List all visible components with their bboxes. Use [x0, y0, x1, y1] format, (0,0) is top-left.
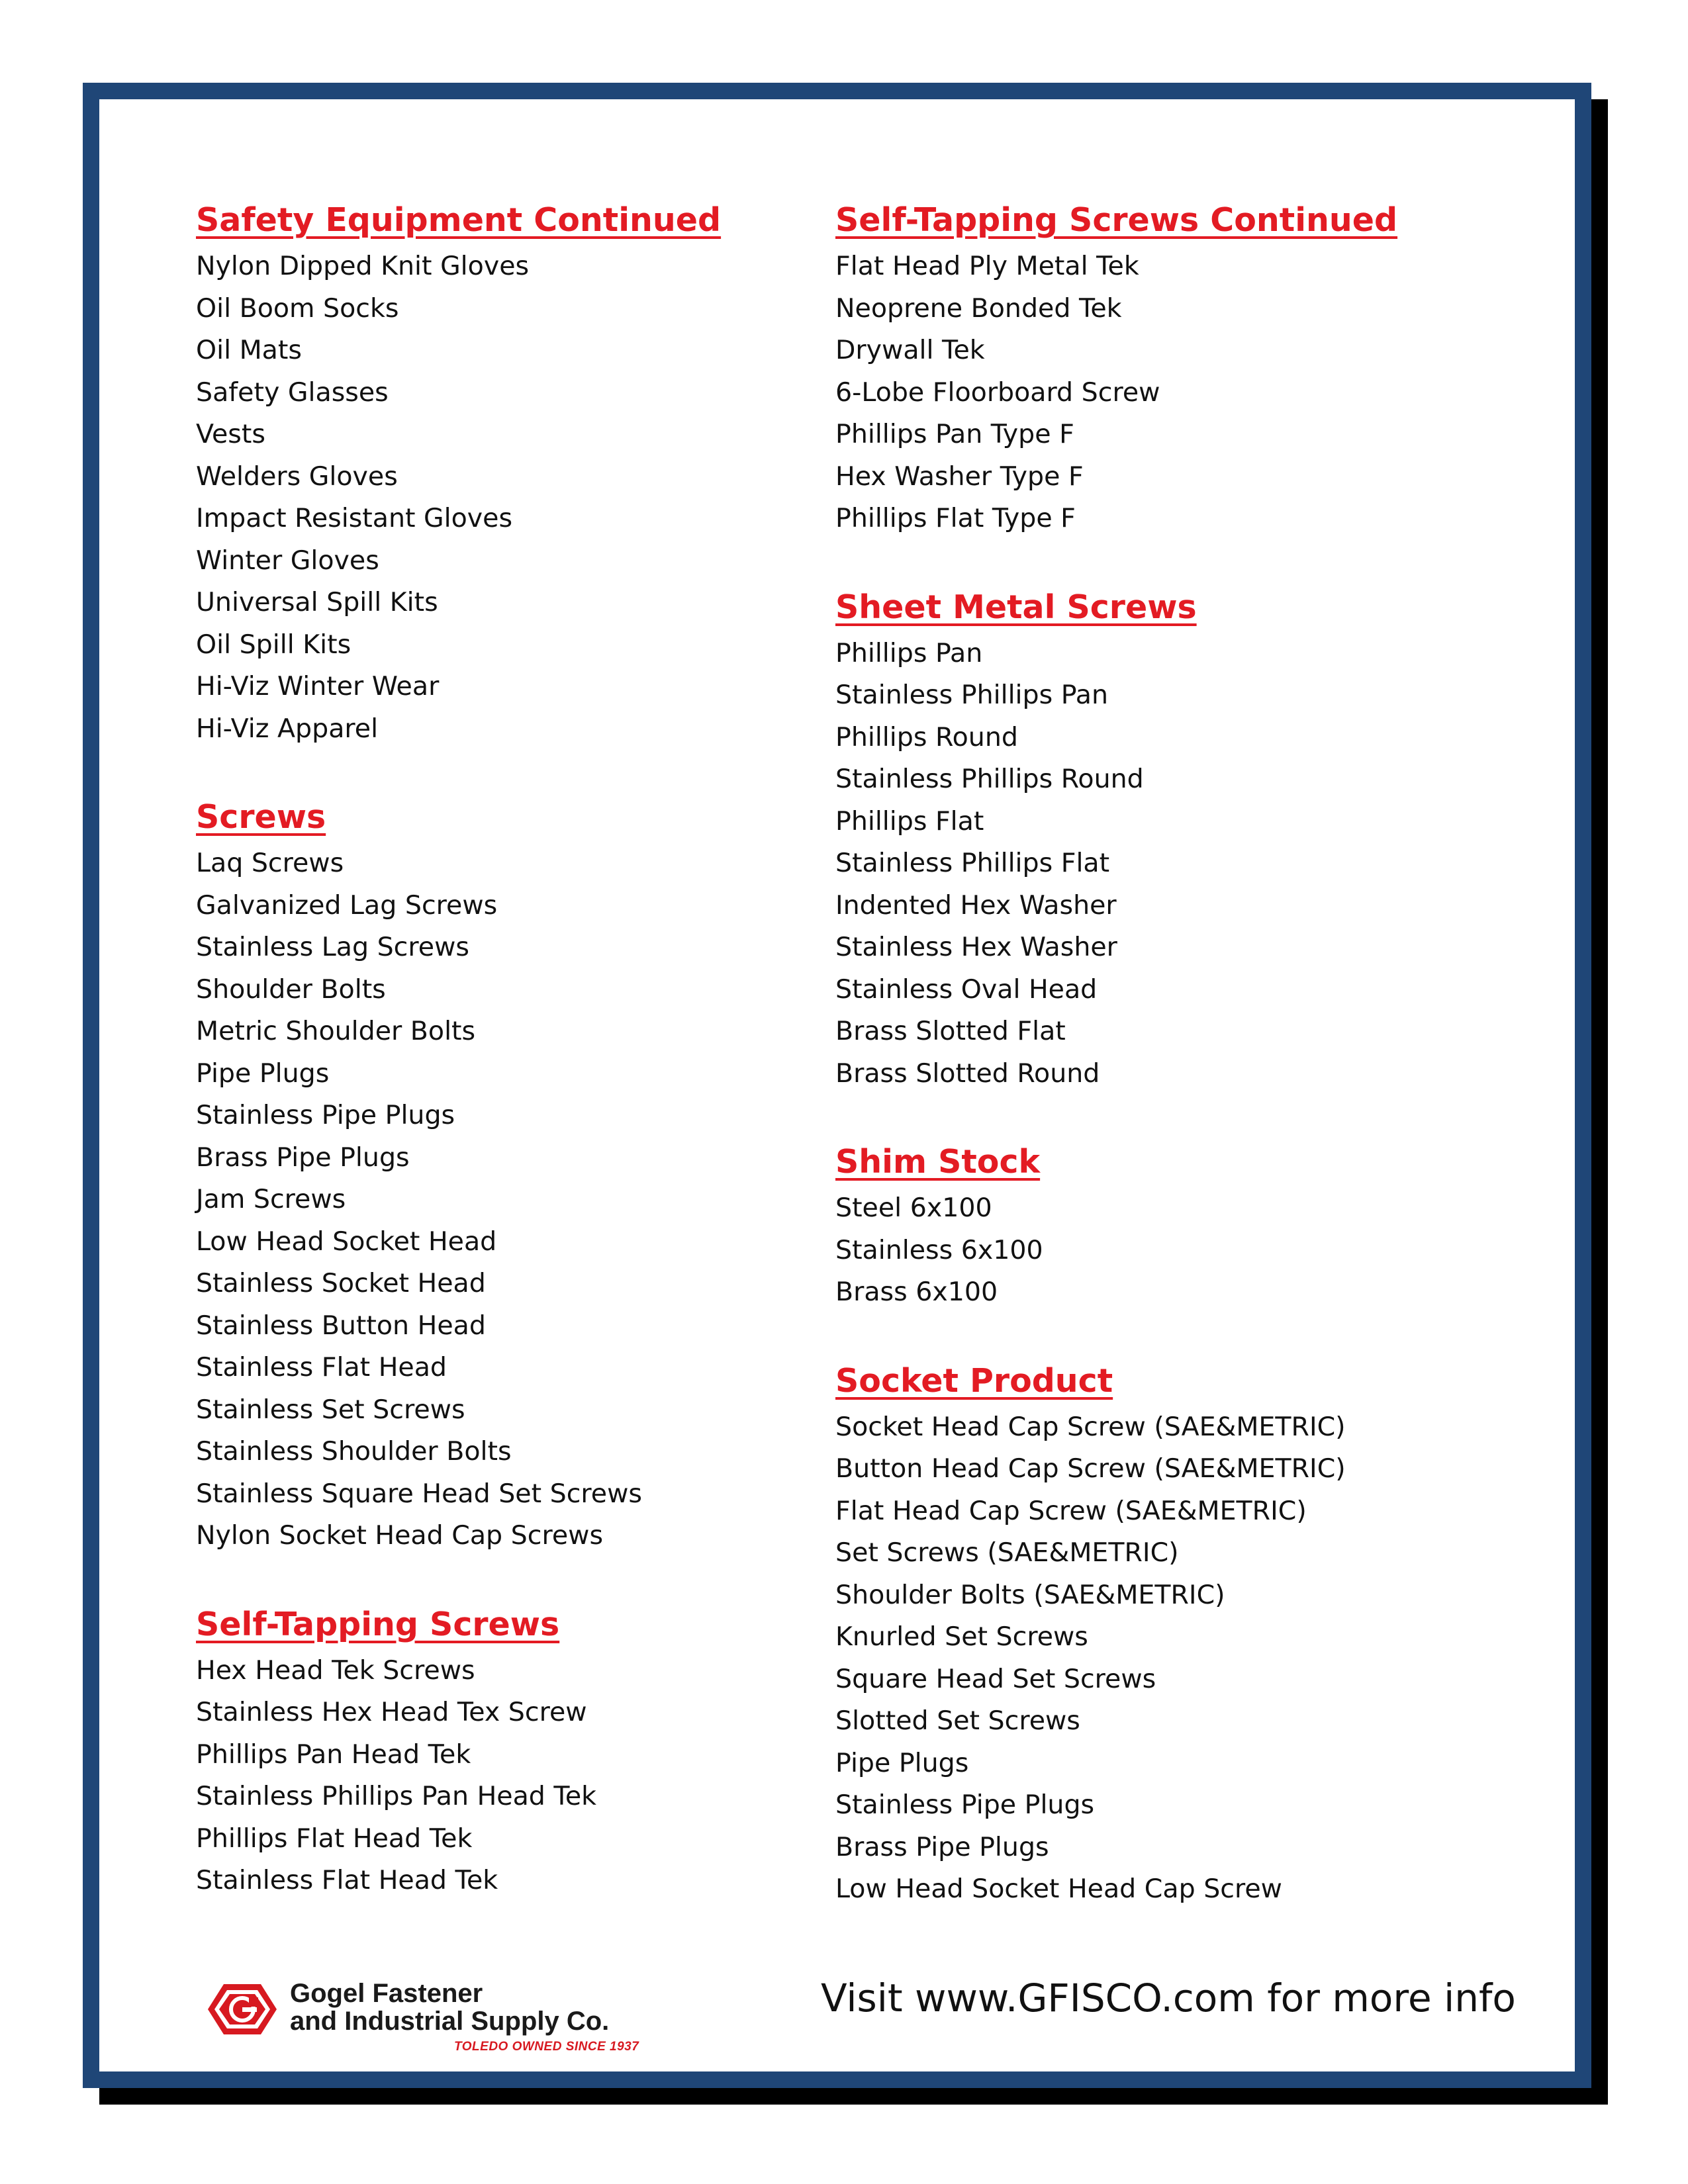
list-item: Drywall Tek [835, 335, 985, 365]
list-item: Flat Head Cap Screw (SAE&METRIC) [835, 1495, 1307, 1526]
item-list [835, 246, 1397, 540]
list-item: Phillips Pan Type F [835, 419, 1074, 449]
list-item: Vests [196, 419, 265, 449]
list-item: Button Head Cap Screw (SAE&METRIC) [835, 1453, 1346, 1484]
section-title: Safety Equipment Continued [196, 201, 722, 239]
list-item: Hi-Viz Apparel [196, 713, 379, 744]
list-item: Oil Boom Socks [196, 293, 399, 324]
list-item: Low Head Socket Head [196, 1226, 497, 1257]
section-title: Shim Stock [835, 1143, 1041, 1181]
list-item: Stainless Shoulder Bolts [196, 1436, 512, 1467]
list-item: Stainless Flat Head Tek [196, 1865, 498, 1895]
list-item: Flat Head Ply Metal Tek [835, 251, 1139, 281]
logo-name-line1: Gogel Fastener [290, 1979, 483, 2008]
item-list [196, 246, 721, 750]
list-item: Shoulder Bolts [196, 974, 386, 1005]
section-shim-stock [835, 1137, 1397, 1314]
company-logo [205, 1979, 682, 2052]
list-item: Oil Spill Kits [196, 629, 352, 660]
list-item: Brass Pipe Plugs [196, 1142, 410, 1173]
list-item: Metric Shoulder Bolts [196, 1016, 476, 1046]
list-item: Stainless Socket Head [196, 1268, 486, 1298]
list-item: Impact Resistant Gloves [196, 503, 513, 533]
list-item: Stainless Phillips Pan [835, 680, 1109, 710]
list-item: Galvanized Lag Screws [196, 889, 498, 921]
list-item: Stainless Phillips Pan Head Tek [196, 1781, 596, 1811]
item-list [835, 1187, 1397, 1314]
list-item: Phillips Flat Type F [835, 503, 1076, 533]
list-item: Stainless Phillips Round [835, 764, 1144, 794]
item-list [196, 1650, 721, 1902]
item-list [835, 633, 1397, 1095]
list-item: Stainless 6x100 [835, 1234, 1043, 1265]
list-item: Slotted Set Screws [835, 1706, 1080, 1736]
list-item: Low Head Socket Head Cap Screw [835, 1874, 1282, 1904]
list-item: Laq Screws [196, 848, 344, 878]
list-item: Stainless Flat Head [196, 1352, 447, 1383]
list-item: Brass Slotted Flat [835, 1016, 1066, 1046]
section-title: Sheet Metal Screws [835, 588, 1197, 626]
list-item: Shoulder Bolts (SAE&METRIC) [835, 1579, 1225, 1610]
section-title: Self-Tapping Screws Continued [835, 201, 1398, 239]
section-title: Screws [196, 798, 326, 836]
section-self-tapping-screws-continued [835, 195, 1397, 540]
section-sheet-metal-screws [835, 582, 1397, 1095]
logo-name-line2: and Industrial Supply Co. [290, 2007, 610, 2036]
list-item: Hi-Viz Winter Wear [196, 671, 440, 702]
list-item: Safety Glasses [196, 377, 389, 408]
list-item: Winter Gloves [196, 545, 379, 576]
list-item: Universal Spill Kits [196, 587, 438, 617]
hex-g-icon [205, 1981, 279, 2037]
list-item: Stainless Phillips Flat [835, 848, 1110, 878]
section-title: Socket Product [835, 1361, 1113, 1400]
list-item: Hex Head Tek Screws [196, 1655, 475, 1686]
list-item: Pipe Plugs [835, 1747, 969, 1778]
list-item: Neoprene Bonded Tek [835, 293, 1122, 324]
section-title: Self-Tapping Screws [196, 1605, 560, 1643]
website-cta: Visit www.GFISCO.com for more info [821, 1976, 1516, 2021]
list-item: Stainless Hex Head Tex Screw [196, 1697, 587, 1727]
list-item: Stainless Hex Washer [835, 932, 1117, 962]
list-item: Phillips Pan Head Tek [196, 1739, 471, 1770]
list-item: Hex Washer Type F [835, 461, 1084, 492]
list-item: Stainless Button Head [196, 1310, 486, 1341]
list-item: Nylon Dipped Knit Gloves [196, 251, 530, 281]
list-item: Pipe Plugs [196, 1058, 330, 1089]
right-column [835, 195, 1397, 1953]
list-item: Phillips Round [835, 721, 1018, 752]
list-item: Stainless Set Screws [196, 1394, 465, 1425]
list-item: Stainless Pipe Plugs [835, 1790, 1095, 1820]
item-list [196, 842, 721, 1557]
list-item: Stainless Oval Head [835, 974, 1098, 1005]
list-item: Phillips Pan [835, 637, 983, 668]
list-item: Brass Slotted Round [835, 1058, 1100, 1089]
list-item: 6-Lobe Floorboard Screw [835, 377, 1160, 408]
item-list [835, 1406, 1397, 1911]
section-self-tapping-screws [196, 1600, 721, 1902]
list-item: Indented Hex Washer [835, 889, 1117, 921]
list-item: Stainless Square Head Set Screws [196, 1478, 642, 1509]
logo-tagline: TOLEDO OWNED SINCE 1937 [454, 2040, 639, 2054]
section-socket-product [835, 1356, 1397, 1911]
section-screws [196, 792, 721, 1557]
list-item: Square Head Set Screws [835, 1663, 1156, 1694]
list-item: Socket Head Cap Screw (SAE&METRIC) [835, 1411, 1346, 1442]
list-item: Knurled Set Screws [835, 1621, 1088, 1652]
section-safety-equipment-continued [196, 195, 721, 750]
list-item: Brass 6x100 [835, 1277, 998, 1307]
list-item: Set Screws (SAE&METRIC) [835, 1537, 1179, 1568]
list-item: Phillips Flat [835, 805, 984, 837]
list-item: Stainless Pipe Plugs [196, 1100, 455, 1130]
list-item: Brass Pipe Plugs [835, 1831, 1049, 1862]
list-item: Welders Gloves [196, 461, 398, 492]
list-item: Stainless Lag Screws [196, 932, 469, 962]
list-item: Phillips Flat Head Tek [196, 1823, 473, 1854]
list-item: Steel 6x100 [835, 1193, 992, 1223]
list-item: Nylon Socket Head Cap Screws [196, 1520, 604, 1551]
left-column [196, 195, 721, 1944]
list-item: Jam Screws [196, 1184, 346, 1214]
list-item: Oil Mats [196, 335, 302, 365]
